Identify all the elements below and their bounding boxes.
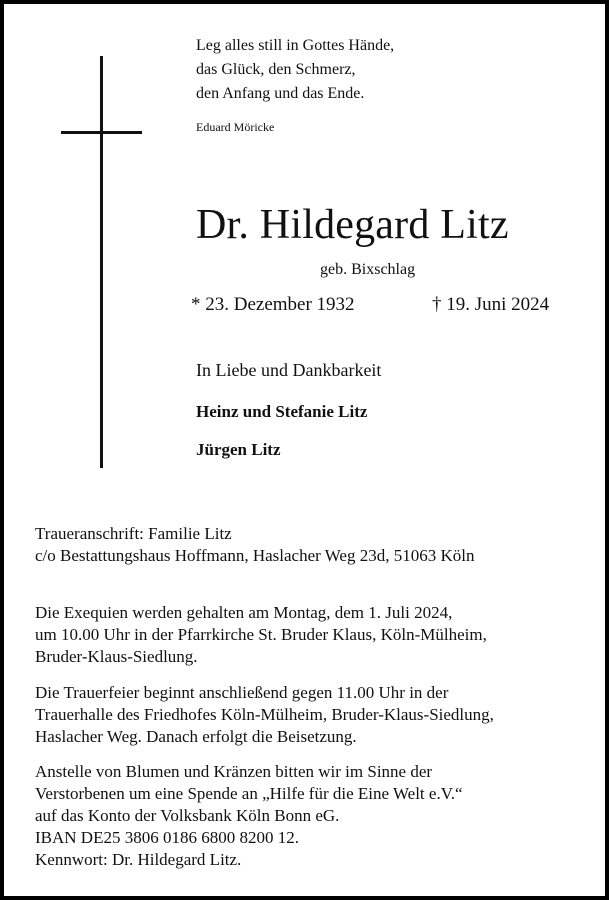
mourner-name: Jürgen Litz	[196, 440, 281, 459]
deceased-name: Dr. Hildegard Litz	[196, 202, 509, 248]
paragraph-line: Anstelle von Blumen und Kränzen bitten wir im Sinne der	[35, 762, 433, 781]
paragraph-line: auf das Konto der Volksbank Köln Bonn eG.	[35, 806, 340, 825]
donation-paragraph	[35, 761, 463, 871]
mourners-intro: In Liebe und Dankbarkeit	[196, 360, 382, 380]
paragraph-line: um 10.00 Uhr in der Pfarrkirche St. Bruder Klaus, Köln-Mülheim,	[35, 625, 487, 644]
paragraph-line: Verstorbenen um eine Spende an „Hilfe für die Eine Welt e.V.“	[35, 784, 463, 803]
iban-line: IBAN DE25 3806 0186 6800 8200 12.	[35, 828, 299, 847]
death-date: † 19. Juni 2024	[432, 294, 550, 315]
paragraph-line: Bruder-Klaus-Siedlung.	[35, 647, 198, 666]
exequien-paragraph	[35, 602, 487, 668]
cross-icon-horizontal	[61, 131, 142, 134]
mourning-address	[35, 523, 474, 567]
mourner-name: Heinz und Stefanie Litz	[196, 402, 368, 421]
obituary-page	[4, 4, 605, 896]
paragraph-line: Trauerhalle des Friedhofes Köln-Mülheim, Bruder-Klaus-Siedlung,	[35, 705, 494, 724]
poem-author: Eduard Möricke	[196, 120, 275, 134]
paragraph-line: Die Exequien werden gehalten am Montag, dem 1. Juli 2024,	[35, 603, 453, 622]
poem	[196, 34, 394, 106]
address-line: Traueranschrift: Familie Litz	[35, 524, 232, 543]
birth-date: * 23. Dezember 1932	[191, 294, 355, 315]
poem-line: Leg alles still in Gottes Hände,	[196, 37, 395, 54]
poem-line: das Glück, den Schmerz,	[196, 61, 356, 78]
maiden-name: geb. Bixschlag	[320, 261, 416, 278]
address-line: c/o Bestattungshaus Hoffmann, Haslacher Weg 23d, 51063 Köln	[35, 546, 475, 565]
keyword-line: Kennwort: Dr. Hildegard Litz.	[35, 850, 242, 869]
paragraph-line: Haslacher Weg. Danach erfolgt die Beisetzung.	[35, 727, 357, 746]
poem-line: den Anfang und das Ende.	[196, 85, 365, 102]
cross-icon-vertical	[100, 56, 103, 468]
paragraph-line: Die Trauerfeier beginnt anschließend gegen 11.00 Uhr in der	[35, 683, 449, 702]
trauerfeier-paragraph	[35, 682, 494, 748]
